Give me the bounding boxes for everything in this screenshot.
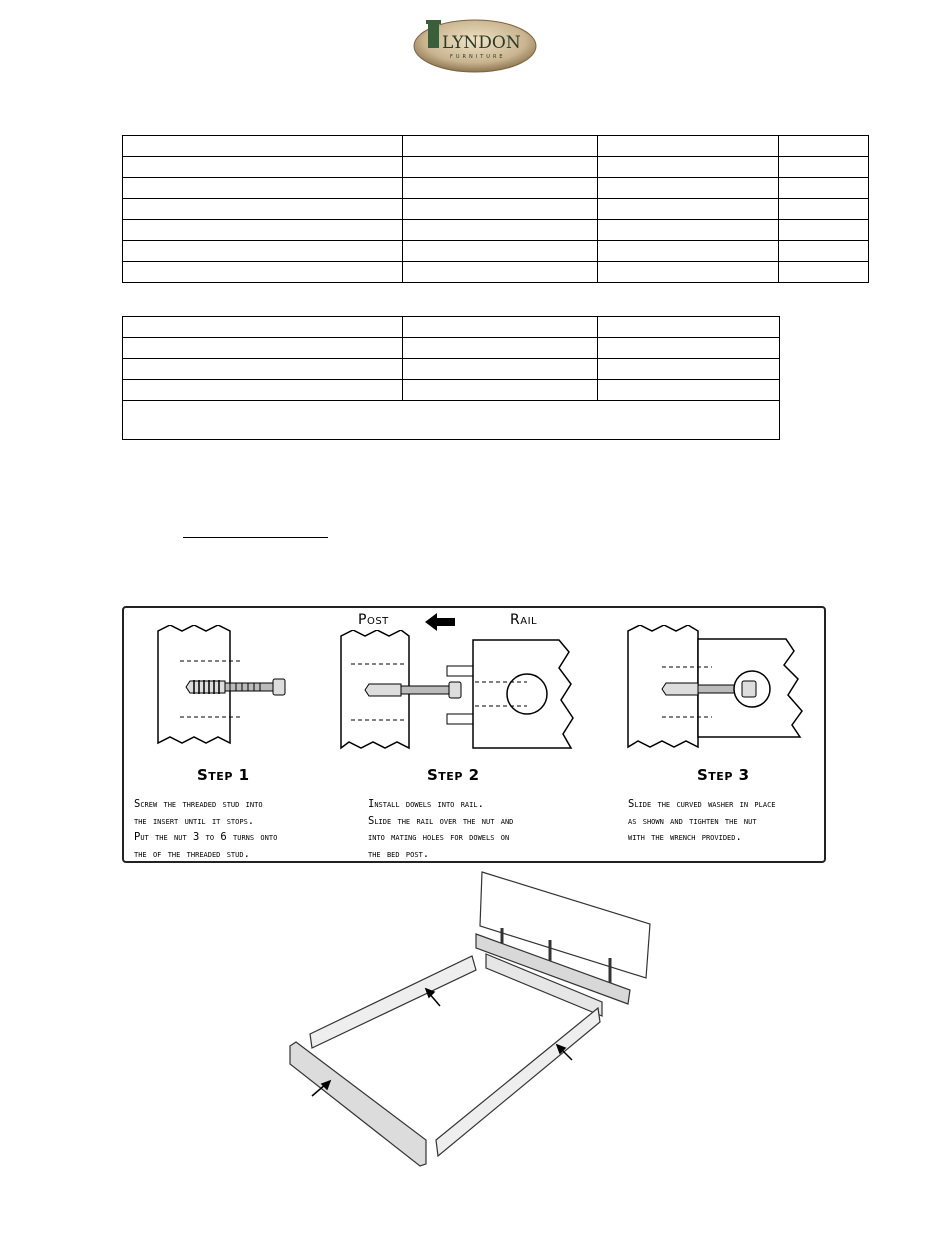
table-row [123,220,869,241]
hardware-table [122,316,780,440]
table-row [123,401,780,440]
post-label: Post [358,612,389,628]
step1-line: the of the threaded stud. [134,847,250,860]
table-row [123,241,869,262]
step2-line: the bed post. [368,847,430,860]
table-row [123,317,780,338]
arrow-left-icon [425,613,457,631]
step3-line: Slide the curved washer in place [628,798,776,810]
logo-graphic [400,2,550,84]
pointer-arrows [312,989,572,1096]
step3-title: Step 3 [697,766,750,784]
step3-line: with the wrench provided. [628,831,742,843]
step1-line: Screw the threaded stud into [134,798,263,810]
table-row [123,178,869,199]
step1-title: Step 1 [197,766,250,784]
table-row [123,199,869,220]
step3-instructions [628,796,776,846]
logo-wordmark: LYNDON [442,33,521,53]
hardware-table-body [123,317,780,440]
rail-label: Rail [510,612,538,628]
step2-line: Slide the rail over the nut and [368,814,514,827]
table-row [123,338,780,359]
parts-table [122,135,869,283]
table-row [123,136,869,157]
step3-line: as shown and tighten the nut [628,814,757,827]
parts-table-body [123,136,869,283]
step2-illustration [335,630,585,750]
step2-title: Step 2 [427,766,480,784]
table-row [123,380,780,401]
table-row [123,359,780,380]
step3-illustration [622,625,807,755]
section-heading-underline [183,537,328,538]
bed-frame-illustration [280,868,660,1173]
step2-line: Install dowels into rail. [368,798,484,810]
logo-subtitle: FURNITURE [450,54,506,60]
step1-instructions [134,796,277,862]
step1-line: the insert until it stops. [134,814,255,827]
step1-illustration [150,625,300,750]
table-row [123,157,869,178]
step2-line: into mating holes for dowels on [368,831,510,843]
step2-instructions [368,796,513,862]
brand-logo [400,2,550,84]
step1-line: Put the nut 3 to 6 turns onto [134,831,278,843]
table-row [123,262,869,283]
